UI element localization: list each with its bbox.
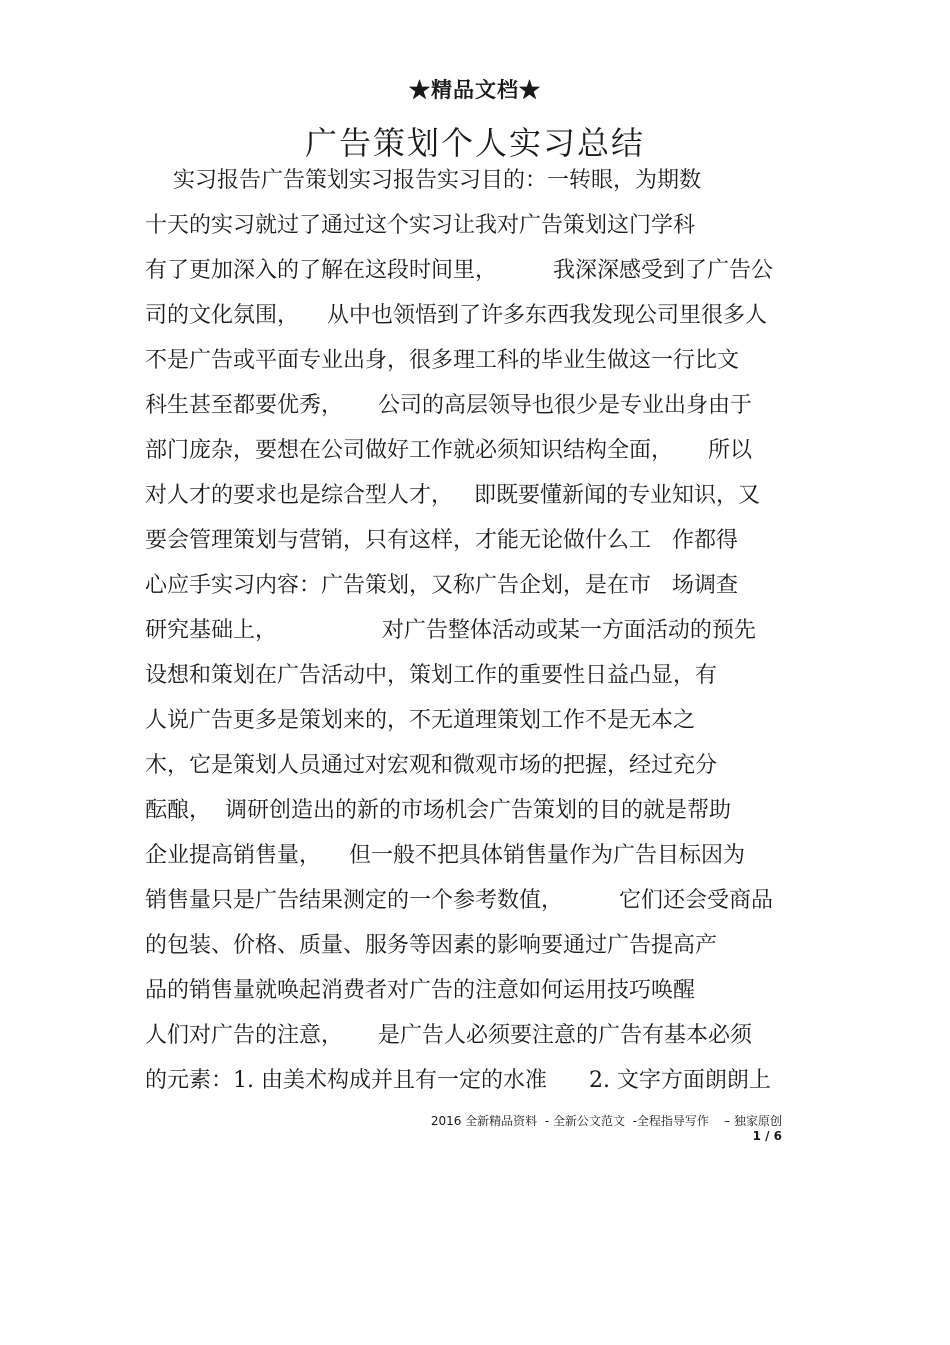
body-line: 不是广告或平面专业出身，很多理工科的毕业生做这一行比文 xyxy=(145,348,740,373)
body-line: 人说广告更多是策划来的，不无道理策划工作不是无本之 xyxy=(145,708,696,733)
body-line: 木，它是策划人员通过对宏观和微观市场的把握，经过充分 xyxy=(145,753,718,778)
body-line: 实习报告广告策划实习报告实习目的：一转眼，为期数 xyxy=(145,168,701,193)
body-line: 品的销售量就唤起消费者对广告的注意如何运用技巧唤醒 xyxy=(145,978,696,1003)
body-line: 要会管理策划与营销，只有这样，才能无论做什么工 作都得 xyxy=(145,528,738,553)
body-line: 有了更加深入的了解在这段时间里， 我深深感受到了广告公 xyxy=(145,258,773,283)
header-label: ★精品文档★ xyxy=(409,77,541,102)
body-line: 司的文化氛围， 从中也领悟到了许多东西我发现公司里很多人 xyxy=(145,303,767,328)
document-title: 广告策划个人实习总结 xyxy=(304,124,645,162)
body-line: 部门庞杂，要想在公司做好工作就必须知识结构全面， 所以 xyxy=(145,438,752,463)
body-line: 设想和策划在广告活动中，策划工作的重要性日益凸显，有 xyxy=(145,663,718,688)
footer-text: 2016 全新精品资料 - 全新公文范文 -全程指导写作 – 独家原创 xyxy=(430,1114,782,1128)
body-line: 研究基础上， 对广告整体活动或某一方面活动的预先 xyxy=(145,618,756,643)
body-line: 对人才的要求也是综合型人才， 即既要懂新闻的专业知识，又 xyxy=(145,483,760,508)
body-line: 科生甚至都要优秀， 公司的高层领导也很少是专业出身由于 xyxy=(145,393,752,418)
body-line: 的包装、价格、质量、服务等因素的影响要通过广告提高产 xyxy=(145,933,718,958)
body-line: 酝酿， 调研创造出的新的市场机会广告策划的目的就是帮助 xyxy=(145,798,731,823)
body-line: 的元素：1. 由美术构成并且有一定的水准 2. 文字方面朗朗上 xyxy=(145,1068,771,1093)
body-line: 销售量只是广告结果测定的一个参考数值， 它们还会受商品 xyxy=(145,888,773,913)
body-line: 十天的实习就过了通过这个实习让我对广告策划这门学科 xyxy=(145,213,696,238)
page-number: 1 / 6 xyxy=(752,1129,782,1143)
body-line: 企业提高销售量， 但一般不把具体销售量作为广告目标因为 xyxy=(145,843,745,868)
body-line: 人们对广告的注意， 是广告人必须要注意的广告有基本必须 xyxy=(145,1023,752,1048)
body-line: 心应手实习内容：广告策划，又称广告企划，是在市 场调查 xyxy=(145,573,738,598)
